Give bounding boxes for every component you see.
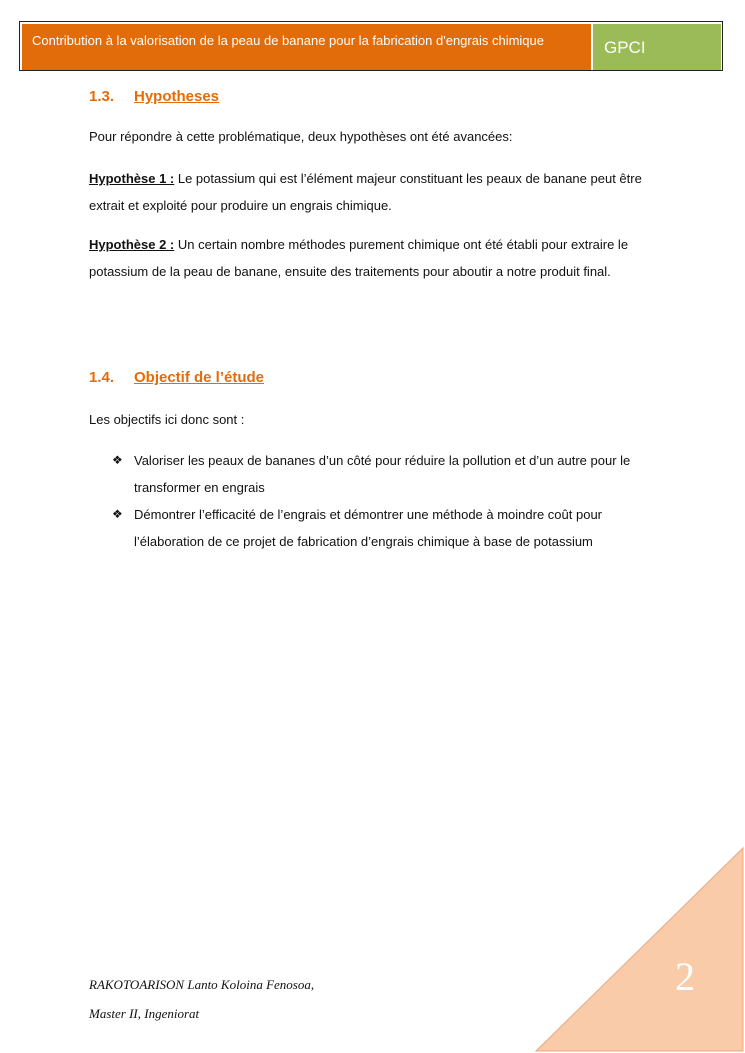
list-item-text: Démontrer l’efficacité de l’engrais et démontrer une méthode à moindre coût pour l’élaboration de ce projet de fabrication d’engrais chimique à base de potassium xyxy=(134,507,603,549)
footer-degree: Master II, Ingeniorat xyxy=(89,1006,200,1021)
section-title: Objectif de l’étude xyxy=(134,369,265,386)
hypothesis-2 xyxy=(89,231,669,285)
corner-triangle xyxy=(530,846,745,1053)
hypothesis-1-label: Hypothèse 1 : xyxy=(89,171,175,186)
diamond-bullet-icon: ❖ xyxy=(112,453,123,467)
list-item xyxy=(112,501,672,555)
footer-author: RAKOTOARISON Lanto Koloina Fenosoa, xyxy=(89,977,315,992)
header-code: GPCI xyxy=(604,38,646,57)
page-number: 2 xyxy=(675,954,695,999)
section-heading-hypotheses xyxy=(89,88,219,105)
section-number: 1.3. xyxy=(89,88,115,105)
hypothesis-2-label: Hypothèse 2 : xyxy=(89,237,175,252)
hypothesis-2-text: Un certain nombre méthodes purement chimique ont été établi pour extraire le potassium de la peau de banane, ensuite des traitements pour aboutir a notre produit final. xyxy=(89,237,629,279)
objectives-intro: Les objectifs ici donc sont : xyxy=(89,412,245,427)
list-item xyxy=(112,447,672,501)
hypothesis-1 xyxy=(89,165,669,219)
section-title: Hypotheses xyxy=(134,88,220,105)
hypothesis-1-text: Le potassium qui est l’élément majeur constituant les peaux de banane peut être extrait et exploité pour produire un engrais chimique. xyxy=(89,171,642,213)
hypotheses-intro: Pour répondre à cette problématique, deux hypothèses ont été avancées: xyxy=(89,129,513,144)
section-heading-objectives xyxy=(89,369,264,386)
diamond-bullet-icon: ❖ xyxy=(112,507,123,521)
header-title: Contribution à la valorisation de la peau de banane pour la fabrication d'engrais chimique xyxy=(32,33,544,48)
objectives-list xyxy=(112,447,672,555)
section-number: 1.4. xyxy=(89,369,115,386)
list-item-text: Valoriser les peaux de bananes d’un côté pour réduire la pollution et d’un autre pour le transformer en engrais xyxy=(134,453,631,495)
